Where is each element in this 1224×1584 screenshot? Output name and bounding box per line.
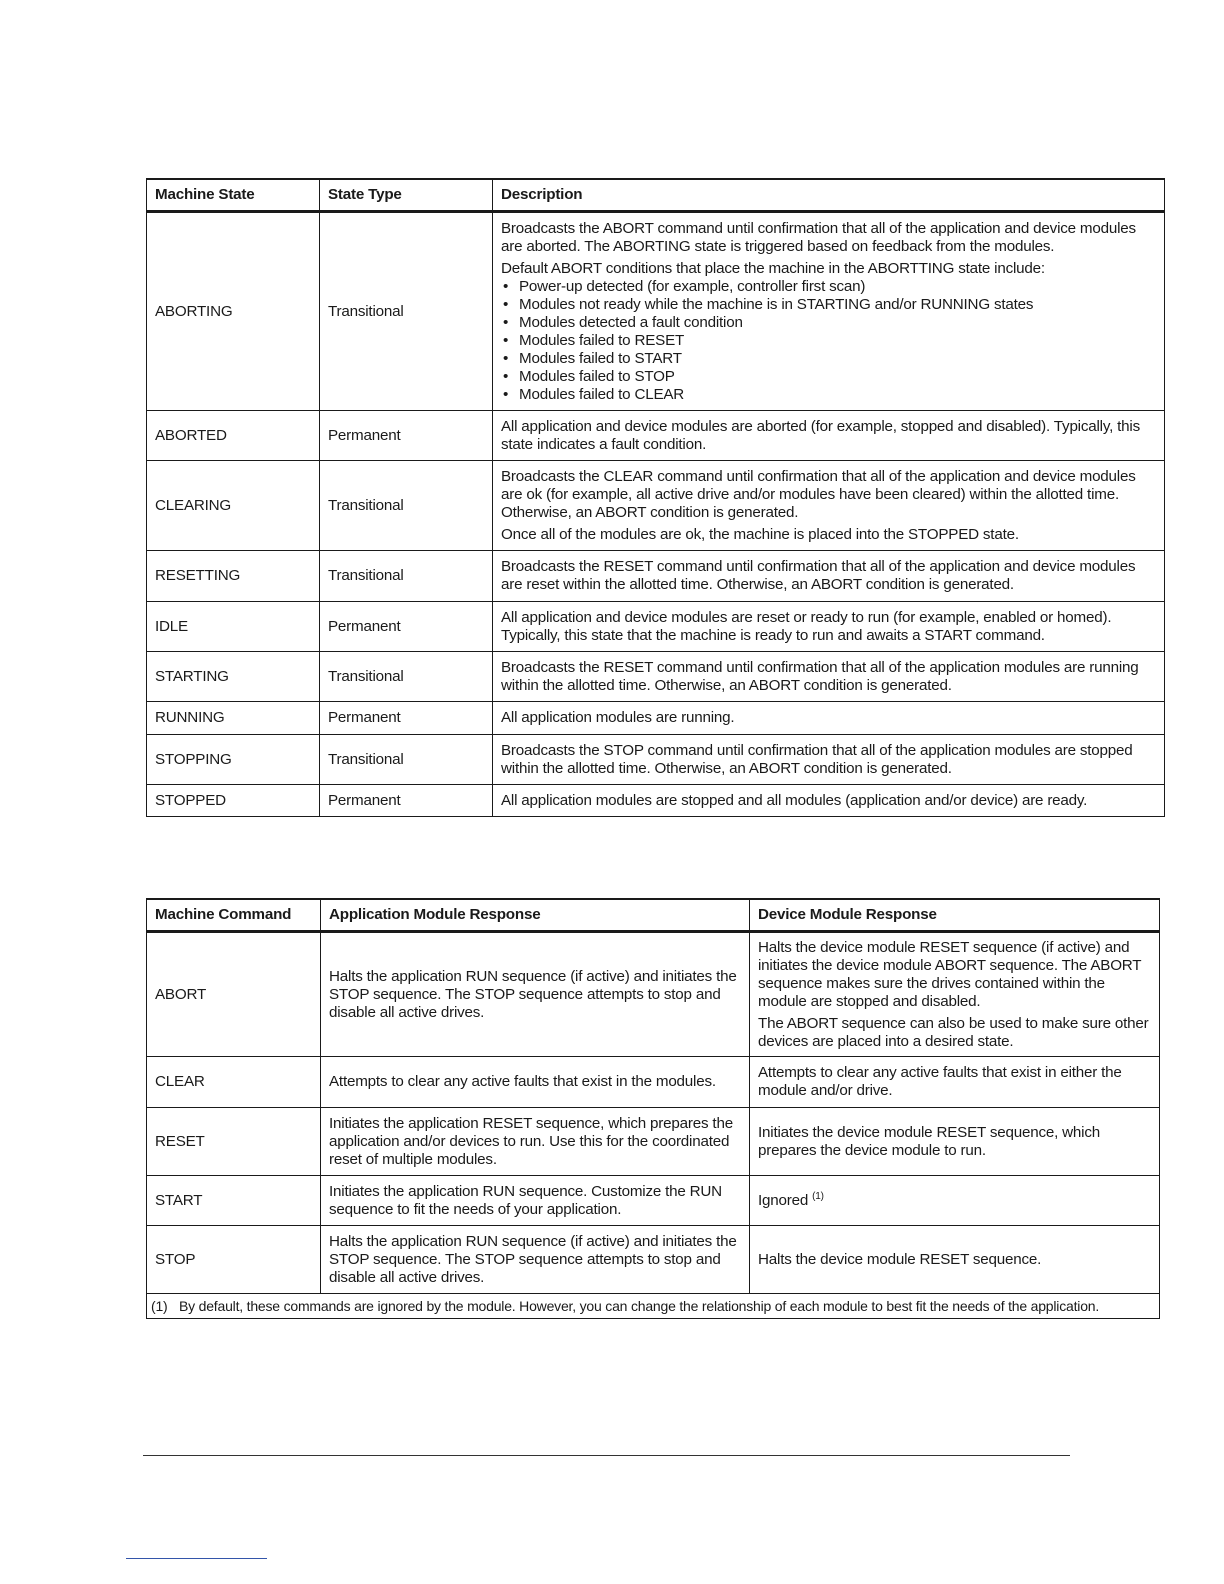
footer-divider [143,1455,1070,1456]
machine-states-table [146,178,1165,817]
state-type-cell: Permanent [320,411,493,461]
state-type-cell: Transitional [320,212,493,411]
link-underline [126,1558,267,1559]
application-response-cell: Initiates the application RUN sequence. Customize the RUN sequence to fit the needs of your application. [321,1176,750,1226]
machine-command-cell: STOP [147,1226,321,1294]
machine-state-cell: ABORTING [147,212,320,411]
list-item: • Modules failed to STOP [501,368,1156,386]
footnote [147,1294,1160,1319]
table-row [147,1057,1160,1108]
list-item: • Modules failed to START [501,350,1156,368]
description-text: Broadcasts the RESET command until confirmation that all of the application and device modules are reset within the allotted time. Otherwise, an ABORT condition is generated. [501,558,1136,593]
machine-state-cell: IDLE [147,602,320,652]
table-row [147,1226,1160,1294]
list-item: • Modules not ready while the machine is in STARTING and/or RUNNING states [501,296,1156,314]
description-cell [493,551,1165,602]
device-response-text: Initiates the device module RESET sequence, which prepares the device module to run. [758,1123,1100,1159]
footnote-text: By default, these commands are ignored by the module. However, you can change the relationship of each module to best fit the needs of the application. [179,1298,1100,1314]
description-cell [493,461,1165,551]
table-row [147,702,1165,735]
table-header-row [147,899,1160,932]
table-row [147,551,1165,602]
column-header: State Type [320,179,493,212]
list-item: • Modules detected a fault condition [501,314,1156,332]
table-row [147,1176,1160,1226]
device-response-text: Ignored [758,1191,809,1209]
device-response-cell [750,1226,1160,1294]
column-header: Application Module Response [321,899,750,932]
state-type-cell: Transitional [320,652,493,702]
table-row [147,735,1165,785]
description-cell [493,212,1165,411]
list-intro: Default ABORT conditions that place the machine in the ABORTTING state include: [501,259,1045,277]
column-header: Machine State [147,179,320,212]
machine-state-cell: CLEARING [147,461,320,551]
machine-command-cell: RESET [147,1108,321,1176]
description-text: Broadcasts the STOP command until confirmation that all of the application modules are stopped within the allotted time. Otherwise, an ABORT condition is generated. [501,741,1133,777]
column-header: Device Module Response [750,899,1160,932]
state-type-cell: Transitional [320,735,493,785]
table-row [147,932,1160,1057]
table-header-row [147,179,1165,212]
application-response-cell: Attempts to clear any active faults that exist in the modules. [321,1057,750,1108]
machine-command-cell: START [147,1176,321,1226]
application-response-cell: Initiates the application RESET sequence, which prepares the application and/or devices to run. Use this for the coordinated reset of multiple modules. [321,1108,750,1176]
footnote-reference: (1) [812,1190,824,1202]
description-text: Broadcasts the ABORT command until confirmation that all of the application and device modules are aborted. The ABORTING state is triggered based on feedback from the modules. [501,219,1136,255]
description-text: Once all of the modules are ok, the machine is placed into the STOPPED state. [501,525,1019,543]
abort-conditions-list [501,278,1156,404]
description-cell [493,411,1165,461]
device-response-text: Halts the device module RESET sequence. [758,1250,1042,1268]
description-text: Broadcasts the CLEAR command until confirmation that all of the application and device modules are ok (for example, all active drive and/or modules have been cleared) within the allotted time. Otherwise, an ABORT condition is generated. [501,467,1136,521]
table-row [147,411,1165,461]
list-item: • Modules failed to RESET [501,332,1156,350]
description-cell [493,702,1165,735]
description-text: All application modules are stopped and all modules (application and/or device) are ready. [501,791,1088,809]
description-text: All application and device modules are reset or ready to run (for example, enabled or homed). Typically, this state that the machine is ready to run and awaits a START command. [501,608,1112,644]
machine-state-cell: STOPPED [147,785,320,817]
device-response-cell [750,1057,1160,1108]
description-text: Broadcasts the RESET command until confirmation that all of the application modules are running within the allotted time. Otherwise, an ABORT condition is generated. [501,658,1139,694]
application-response-cell: Halts the application RUN sequence (if active) and initiates the STOP sequence. The STOP sequence attempts to stop and disable all active drives. [321,1226,750,1294]
device-response-cell [750,1108,1160,1176]
machine-command-cell: ABORT [147,932,321,1057]
table-row [147,461,1165,551]
footnote-number: (1) [151,1298,168,1314]
description-cell [493,785,1165,817]
machine-state-cell: STARTING [147,652,320,702]
description-text: All application modules are running. [501,709,735,726]
machine-state-cell: ABORTED [147,411,320,461]
machine-state-cell: RESETTING [147,551,320,602]
table-row [147,1108,1160,1176]
footnote-row [147,1294,1160,1319]
table-row [147,602,1165,652]
state-type-cell: Permanent [320,702,493,735]
machine-state-cell: RUNNING [147,702,320,735]
state-type-cell: Transitional [320,551,493,602]
device-response-cell [750,1176,1160,1226]
table-row [147,652,1165,702]
table-row [147,212,1165,411]
description-cell [493,735,1165,785]
column-header: Description [493,179,1165,212]
machine-commands-table [146,898,1160,1319]
state-type-cell: Permanent [320,785,493,817]
list-item: • Power-up detected (for example, controller first scan) [501,278,1156,296]
device-response-cell [750,932,1160,1057]
description-text: All application and device modules are aborted (for example, stopped and disabled). Typically, this state indicates a fault condition. [501,417,1140,453]
description-cell [493,652,1165,702]
device-response-text: The ABORT sequence can also be used to make sure other devices are placed into a desired state. [758,1014,1149,1050]
column-header: Machine Command [147,899,321,932]
state-type-cell: Transitional [320,461,493,551]
machine-command-cell: CLEAR [147,1057,321,1108]
table-row [147,785,1165,817]
state-type-cell: Permanent [320,602,493,652]
description-cell [493,602,1165,652]
application-response-cell: Halts the application RUN sequence (if active) and initiates the STOP sequence. The STOP sequence attempts to stop and disable all active drives. [321,932,750,1057]
device-response-text: Halts the device module RESET sequence (if active) and initiates the device module ABORT sequence. The ABORT sequence makes sure the drives contained within the module are stopped and disabled. [758,938,1142,1010]
list-item: • Modules failed to CLEAR [501,386,1156,404]
machine-state-cell: STOPPING [147,735,320,785]
device-response-text: Attempts to clear any active faults that exist in either the module and/or drive. [758,1064,1122,1099]
